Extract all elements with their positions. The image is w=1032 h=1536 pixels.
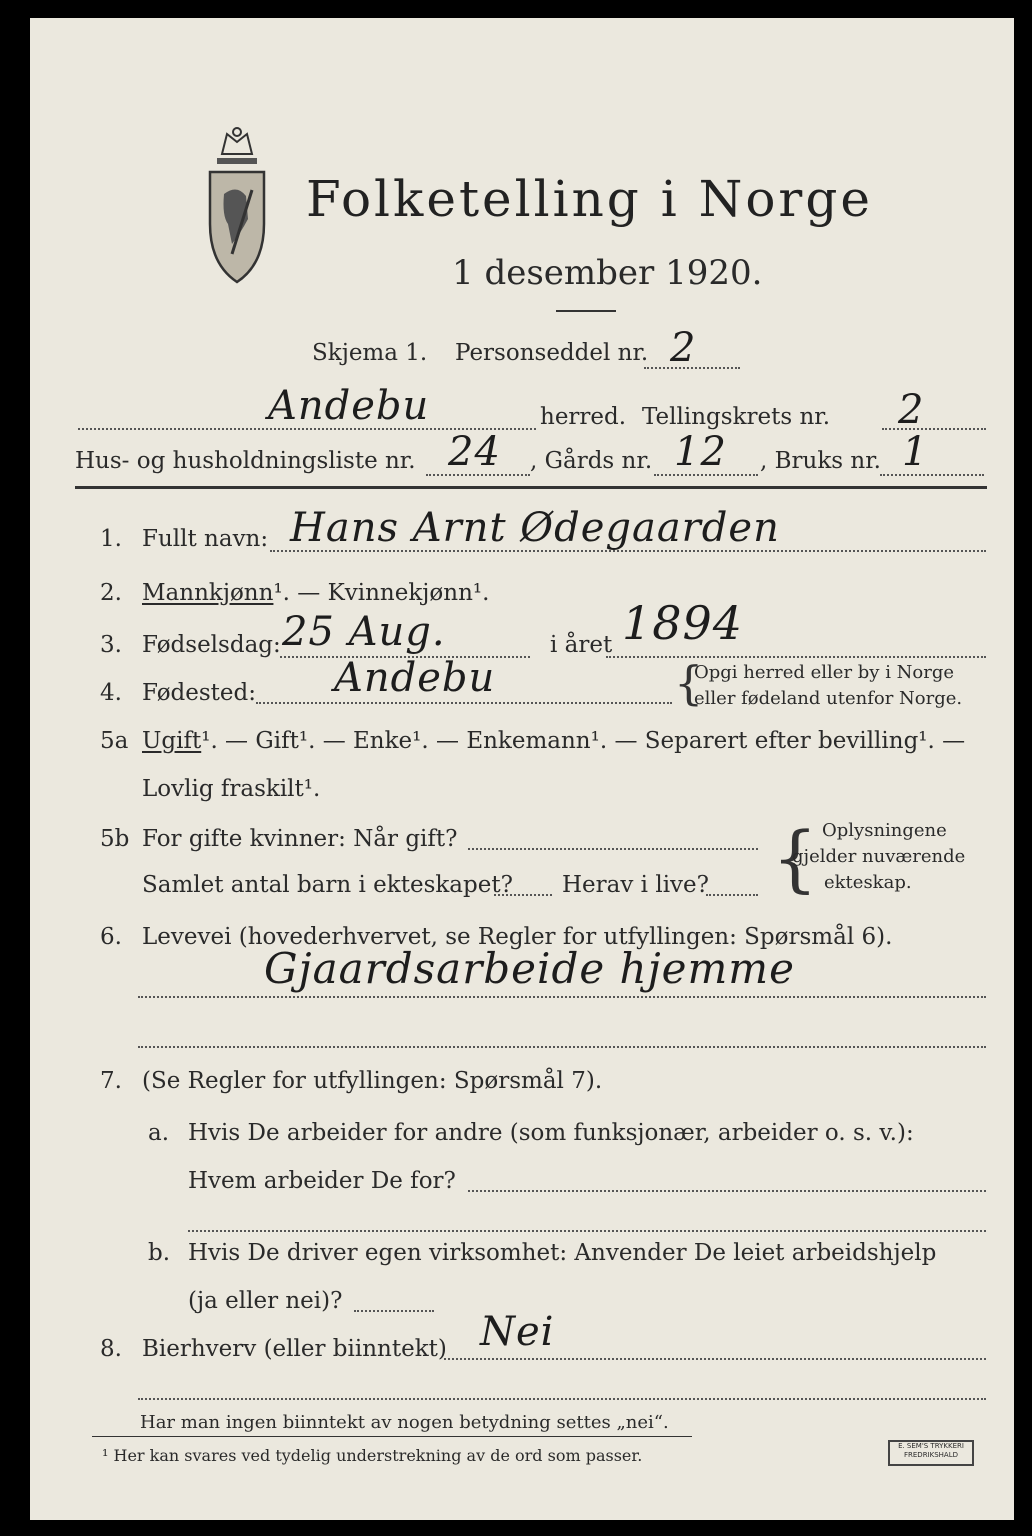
employer-line [468, 1190, 986, 1192]
full-name-line [270, 550, 986, 552]
birthplace-note-1: Opgi herred eller by i Norge [694, 662, 955, 683]
gards-value: 12 [674, 429, 727, 475]
birth-day-value: 25 Aug. [282, 609, 446, 655]
q5b-line-2b: Herav i live? [562, 872, 709, 898]
side-income-note: Har man ingen biinntekt av nogen betydning settes „nei“. [140, 1412, 669, 1433]
footnote: ¹ Her kan svares ved tydelig understrekning av de ord som passer. [102, 1446, 643, 1465]
bruks-line [880, 474, 984, 476]
marriage-note-1: Oplysningene [822, 820, 947, 841]
q7-number: 7. [100, 1068, 122, 1094]
occupation-line-2 [138, 1046, 986, 1048]
husliste-label: Hus- og husholdningsliste nr. [75, 448, 416, 474]
employer-line-2 [188, 1230, 986, 1232]
title-divider [556, 310, 616, 312]
tellingskrets-value: 2 [898, 387, 925, 433]
children-line [494, 894, 552, 896]
q5b-line-1: For gifte kvinner: Når gift? [142, 826, 458, 852]
q6-number: 6. [100, 924, 122, 950]
gards-label: , Gårds nr. [530, 448, 653, 474]
marriage-note-2: gjelder nuværende [792, 846, 966, 867]
footer-divider [92, 1436, 692, 1437]
tellingskrets-line [882, 428, 986, 430]
birthplace-value: Andebu [334, 655, 496, 701]
husliste-value: 24 [448, 429, 501, 475]
marital-ugift-option: Ugift [142, 728, 202, 754]
gards-line [654, 474, 758, 476]
bruks-value: 1 [902, 429, 929, 475]
side-income-line [444, 1358, 986, 1360]
birthplace-note-brace: { [674, 656, 704, 710]
census-date: 1 desember 1920. [452, 253, 763, 293]
herred-label: herred. [540, 404, 627, 430]
q7-label: (Se Regler for utfyllingen: Spørsmål 7). [142, 1068, 603, 1094]
bruks-label: , Bruks nr. [760, 448, 881, 474]
hired-help-line [354, 1310, 434, 1312]
q8-label: Bierhverv (eller biinntekt) [142, 1336, 447, 1362]
personseddel-label: Personseddel nr. [455, 340, 649, 366]
sex-options [142, 582, 489, 605]
q8-number: 8. [100, 1336, 122, 1362]
q7b-line-1: Hvis De driver egen virksomhet: Anvender De leiet arbeidshjelp [188, 1240, 937, 1266]
printer-stamp-text: E. SEM'S TRYKKERI FREDRIKSHALD [898, 1442, 964, 1459]
sex-rest: ¹. — Kvinnekjønn¹. [273, 580, 490, 606]
form-title: Folketelling i Norge [306, 170, 873, 228]
married-when-line [468, 848, 758, 850]
marriage-note-brace: { [772, 816, 818, 900]
tellingskrets-label: Tellingskrets nr. [642, 404, 831, 430]
q3-number: 3. [100, 632, 122, 658]
personseddel-line [644, 367, 740, 369]
q4-number: 4. [100, 680, 122, 706]
sex-male-option: Mannkjønn [142, 580, 274, 606]
birthplace-line [256, 702, 672, 704]
q1-number: 1. [100, 526, 122, 552]
alive-line [706, 894, 758, 896]
q5b-line-2a: Samlet antal barn i ekteskapet? [142, 872, 513, 898]
census-form [30, 18, 1014, 1520]
q4-label: Fødested: [142, 680, 257, 706]
q7a-line-1: Hvis De arbeider for andre (som funksjonær, arbeider o. s. v.): [188, 1120, 914, 1146]
marriage-note-3: ekteskap. [824, 872, 912, 893]
q7b-letter: b. [148, 1240, 171, 1266]
herred-value: Andebu [268, 383, 430, 429]
side-income-line-2 [138, 1398, 986, 1400]
marital-rest: ¹. — Gift¹. — Enke¹. — Enkemann¹. — Separert efter bevilling¹. — [201, 728, 966, 754]
q2-number: 2. [100, 580, 122, 606]
birth-year-line [606, 656, 986, 658]
q7b-line-2: (ja eller nei)? [188, 1288, 343, 1314]
q6-label: Levevei (hovederhvervet, se Regler for utfyllingen: Spørsmål 6). [142, 924, 893, 950]
occupation-value: Gjaardsarbeide hjemme [264, 944, 795, 993]
norwegian-coat-of-arms-icon [202, 124, 272, 284]
header-divider [75, 486, 987, 489]
q7a-letter: a. [148, 1120, 170, 1146]
side-income-value: Nei [480, 1309, 555, 1355]
q3-label: Fødselsdag: [142, 632, 281, 658]
marital-options [142, 730, 965, 753]
q5a-number: 5a [100, 728, 129, 754]
q7a-line-2: Hvem arbeider De for? [188, 1168, 456, 1194]
schema-label: Skjema 1. [312, 340, 428, 366]
full-name-value: Hans Arnt Ødegaarden [290, 505, 780, 551]
personseddel-value: 2 [670, 325, 697, 371]
q5b-number: 5b [100, 826, 130, 852]
year-label: i året [550, 632, 613, 658]
marital-line-2: Lovlig fraskilt¹. [142, 776, 321, 802]
husliste-line [426, 474, 530, 476]
birth-year-value: 1894 [622, 596, 744, 650]
q1-label: Fullt navn: [142, 526, 269, 552]
occupation-line-1 [138, 996, 986, 998]
birthplace-note-2: eller fødeland utenfor Norge. [694, 688, 963, 709]
printer-stamp [888, 1440, 974, 1466]
